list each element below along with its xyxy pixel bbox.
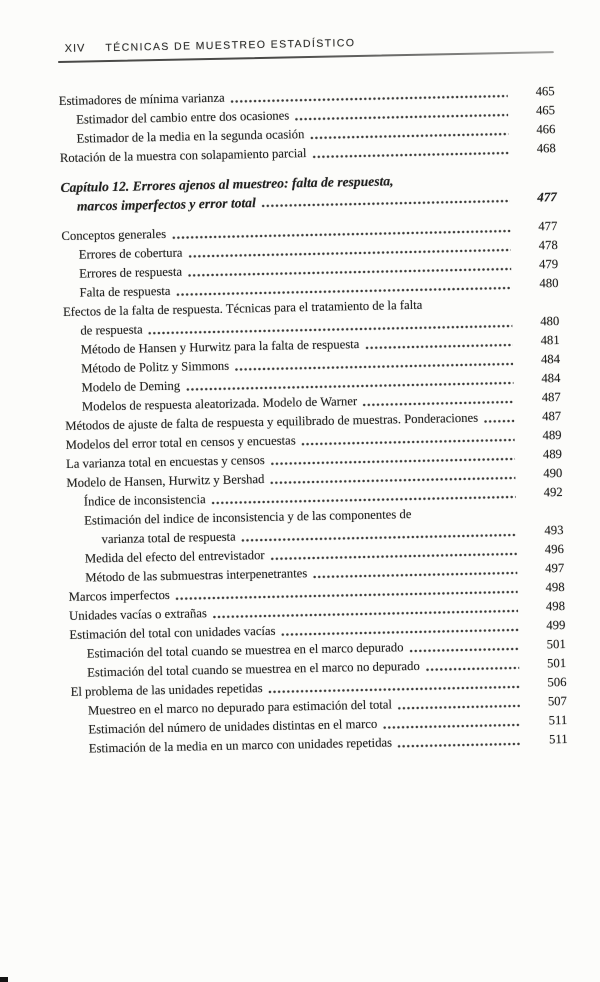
toc-entry-label: Método de las submuestras interpenetrantes <box>85 566 308 585</box>
toc-entry-label: Medida del efecto del entrevistador <box>84 547 265 566</box>
toc-section-after-chapter <box>61 217 568 759</box>
leader-dots <box>312 151 509 159</box>
toc-entry-label: de respuesta <box>80 322 143 338</box>
toc-entry-label: Modelo de Hansen, Hurwitz y Bershad <box>66 471 265 490</box>
toc-entry-page: 492 <box>543 484 563 500</box>
leader-dots <box>362 400 514 407</box>
leader-dots <box>261 199 510 208</box>
toc-entry-label: Marcos imperfectos <box>68 587 170 604</box>
chapter-heading <box>60 168 557 216</box>
toc-entry-page: 511 <box>548 712 568 728</box>
toc-entry-page: 466 <box>536 122 556 137</box>
toc-entry-label: Índice de inconsistencia <box>83 492 206 509</box>
toc-entry-text-line1: Efectos de la falta de respuesta. Técnicas para el tratamiento de la falta <box>62 297 423 319</box>
leader-dots <box>397 704 520 710</box>
toc-entry-page: 478 <box>538 238 558 253</box>
leader-dots <box>309 132 508 140</box>
leader-dots <box>364 343 512 350</box>
toc-entry-page: 489 <box>542 428 562 443</box>
toc-entry-page: 477 <box>538 219 558 234</box>
toc-entry-label: Método de Politz y Simmons <box>80 358 230 376</box>
leader-dots <box>483 419 514 424</box>
chapter-title-line2: marcos imperfectos y error total <box>76 195 256 214</box>
leader-dots <box>301 438 515 446</box>
table-of-contents <box>59 82 568 759</box>
page-folio: XIV <box>64 42 86 55</box>
toc-entry-page: 507 <box>547 693 568 709</box>
toc-entry-label: Estimadores de mínima varianza <box>58 90 225 109</box>
toc-entry-page: 487 <box>542 409 562 424</box>
toc-entry-page: 498 <box>545 579 565 595</box>
leader-dots <box>294 113 508 121</box>
toc-entry-page: 489 <box>542 447 563 462</box>
toc-entry-page: 465 <box>535 103 556 118</box>
toc-entry-page: 484 <box>541 371 561 386</box>
leader-dots <box>270 552 517 561</box>
toc-entry-label: Estimador de la media en la segunda ocasión <box>76 127 305 146</box>
toc-entry-page: 506 <box>547 674 567 690</box>
toc-entry-label: El problema de las unidades repetidas <box>70 681 263 699</box>
toc-entry-page: 484 <box>540 352 561 367</box>
toc-entry-label: Unidades vacías o extrañas <box>68 606 207 623</box>
toc-entry-page: 480 <box>540 314 560 329</box>
toc-entry-label: Estimación de la media en un marco con unidades repetidas <box>88 735 393 756</box>
toc-entry-label: Modelos de respuesta aleatorizada. Modelo de Warner <box>81 394 358 414</box>
toc-entry-page: 465 <box>535 84 555 99</box>
toc-entry-page: 496 <box>544 541 564 557</box>
toc-entry-page: 490 <box>543 466 563 481</box>
toc-entry-page: 497 <box>545 560 565 576</box>
leader-dots <box>397 742 521 748</box>
leader-dots <box>425 666 519 672</box>
toc-entry-label: Estimación del total con unidades vacías <box>69 623 276 642</box>
toc-entry-label: La varianza total en encuestas y censos <box>65 452 265 471</box>
toc-entry-page: 501 <box>546 655 567 671</box>
toc-entry-label: Métodos de ajuste de falta de respuesta y equilibrado de muestras. Ponderaciones <box>65 410 479 433</box>
toc-entry-page: 481 <box>540 333 560 348</box>
toc-entry-label: Errores de respuesta <box>79 264 183 281</box>
leader-dots <box>268 685 520 694</box>
toc-entry-page: 511 <box>548 731 568 747</box>
toc-entry-label: Modelo de Deming <box>81 378 181 395</box>
toc-entry-label: Estimación del total cuando se muestrea en el marco depurado <box>86 640 404 661</box>
toc-entry-label: Modelos del error total en censos y encuestas <box>65 433 296 452</box>
toc-entry-page: 468 <box>536 141 556 156</box>
toc-entry-page: 479 <box>538 257 559 272</box>
toc-entry-label: Errores de cobertura <box>78 245 183 262</box>
toc-entry-text-line1: Estimación del indice de inconsistencia y de las componentes de <box>84 507 412 528</box>
toc-entry-page: 499 <box>546 617 566 633</box>
toc-entry-label: Método de Hansen y Hurwitz para la falta de respuesta <box>80 337 360 357</box>
leader-dots <box>270 457 515 466</box>
toc-section-before-chapter <box>59 82 556 168</box>
leader-dots <box>312 571 517 579</box>
chapter-title-line1: Capítulo 12. Errores ajenos al muestreo: falta de respuesta, <box>60 173 394 196</box>
toc-entry-page: 480 <box>539 276 559 291</box>
running-title: TÉCNICAS DE MUESTREO ESTADÍSTICO <box>105 37 356 55</box>
toc-entry-label: varianza total de respuesta <box>101 529 236 547</box>
toc-entry-page: 493 <box>544 522 564 538</box>
toc-entry-label: Estimación del número de unidades distintas en el marco <box>88 716 378 737</box>
toc-entry-page: 498 <box>545 598 566 614</box>
chapter-page: 477 <box>537 189 557 205</box>
toc-entry-label: Falta de respuesta <box>79 283 171 300</box>
toc-entry-label: Estimador del cambio entre dos ocasiones <box>75 108 290 127</box>
leader-dots <box>281 628 519 637</box>
toc-entry-page: 487 <box>541 390 561 405</box>
leader-dots <box>409 647 519 653</box>
leader-dots <box>269 476 515 485</box>
toc-entry-label: Conceptos generales <box>61 226 167 244</box>
scan-artifact-speck <box>0 977 8 982</box>
toc-entry-label: Rotación de la muestra con solapamiento parcial <box>59 146 307 166</box>
toc-entry-label: Estimación del total cuando se muestrea en el marco no depurado <box>87 658 420 680</box>
toc-entry-page: 501 <box>546 636 566 652</box>
page-content <box>58 33 568 759</box>
leader-dots <box>382 723 520 730</box>
toc-entry-label: Muestreo en el marco no depurado para estimación del total <box>87 697 393 718</box>
